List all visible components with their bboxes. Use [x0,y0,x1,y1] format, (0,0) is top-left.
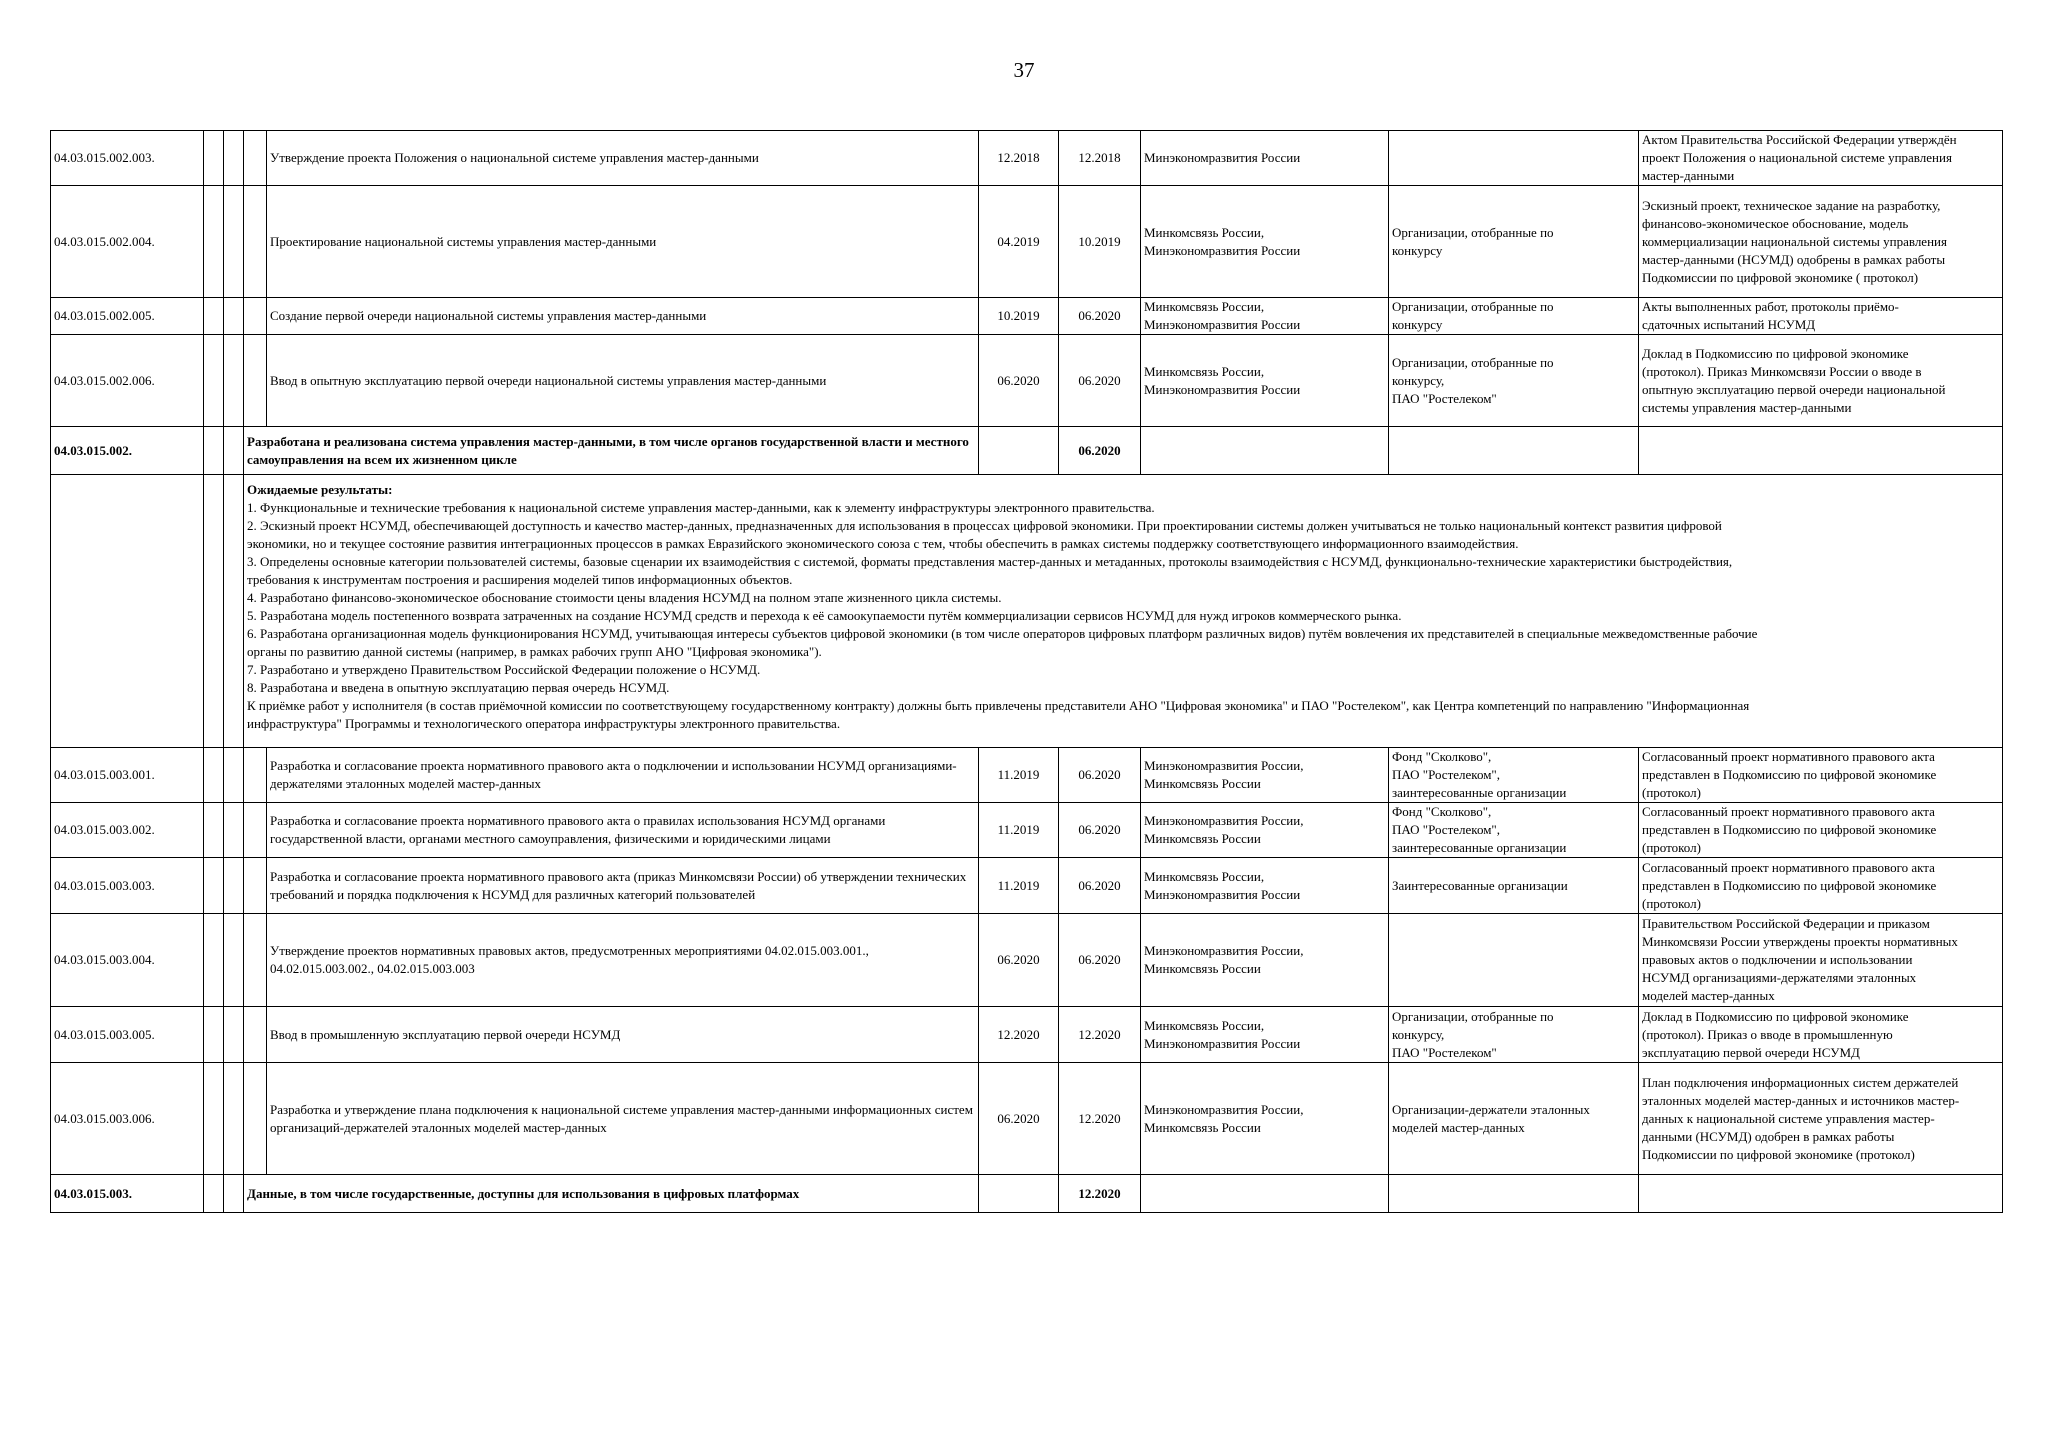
result-cell-line: Актом Правительства Российской Федерации утверждён [1642,132,1957,147]
spacer-cell [204,427,224,475]
result-cell-line: эксплуатацию первой очереди НСУМД [1642,1044,1860,1060]
expected-results-line: К приёмке работ у исполнителя (в состав приёмочной комиссии по соответствующему государственному контракту) должны быть привлечены представители АНО "Цифровая экономика" и ПАО "Ростелеком", как Центра компетенций по направлению "Информационная [247,698,1750,713]
result-cell-line: правовых актов о подключении и использовании [1642,952,1913,967]
result-cell-line: (протокол) [1642,785,1701,800]
expected-results-line: 8. Разработана и введена в опытную эксплуатацию первая очередь НСУМД. [247,680,670,695]
spacer-cell [224,427,244,475]
spacer-cell [224,803,244,858]
table-row [51,298,2003,335]
expected-results-line: 6. Разработана организационная модель функционирования НСУМД, учитывающая интересы субъектов цифровой экономики (в том числе операторов цифровых платформ различных видов) путём вовлечения их представителей в специальные межведомственные рабочие [247,626,1758,641]
result-cell-line: Согласованный проект нормативного правового акта [1642,859,1935,875]
result-cell-line: Доклад в Подкомиссию по цифровой экономике [1642,345,1909,361]
spacer-cell [224,298,244,335]
spacer-cell [244,131,267,186]
responsible-cell [1141,131,1389,186]
page-number: 37 [1013,58,1035,82]
code-cell: 04.03.015.002.003. [51,131,204,186]
result-cell-line: моделей мастер-данных [1642,988,1775,1003]
name-cell: Данные, в том числе государственные, доступны для использования в цифровых платформах [244,1175,979,1213]
result-cell-line: НСУМД организациями-держателями эталонных [1642,970,1917,985]
spacer-cell [224,914,244,1007]
spacer-cell [244,335,267,427]
expected-results-line: 3. Определены основные категории пользователей системы, базовые сценарии их взаимодействия с системой, форматы представления мастер-данных и метаданных, протоколы взаимодействия с НСУМД, функционально-технические характеристики быстродействия, [247,554,1733,569]
result-cell [1639,186,2003,298]
result-cell-line: Минкомсвязи России утверждены проекты нормативных [1642,934,1958,949]
participants-cell-line: конкурсу, [1392,1026,1445,1042]
result-cell-line: представлен в Подкомиссию по цифровой экономике [1642,877,1937,893]
start-date-cell: 06.2020 [979,335,1059,427]
code-cell: 04.03.015.002.004. [51,186,204,298]
responsible-cell-line: Минкомсвязь России, [1144,1017,1265,1033]
responsible-cell [1141,1063,1389,1175]
result-cell-line: (протокол). Приказ о вводе в промышленную [1642,1026,1893,1042]
start-date-cell: 06.2020 [979,1063,1059,1175]
participants-cell-line: Организации, отобранные по [1392,1008,1554,1024]
end-date-cell: 12.2020 [1059,1175,1141,1213]
spacer-cell [204,914,224,1007]
participants-cell-line: ПАО "Ростелеком", [1392,767,1500,782]
expected-results-cell [244,475,2003,748]
spacer-cell [224,1063,244,1175]
spacer-cell [204,1063,224,1175]
table-row [51,1007,2003,1063]
expected-results-line: 7. Разработано и утверждено Правительством Российской Федерации положение о НСУМД. [247,662,761,677]
result-cell-line: Согласованный проект нормативного правового акта [1642,804,1935,819]
start-date-cell: 06.2020 [979,914,1059,1007]
spacer-cell [224,475,244,748]
responsible-cell-line: Минэкономразвития России, [1144,943,1304,958]
spacer-cell [244,858,267,914]
end-date-cell: 12.2018 [1059,131,1141,186]
participants-cell-line: заинтересованные организации [1392,840,1567,855]
result-cell-line: сдаточных испытаний НСУМД [1642,317,1816,332]
expected-results-line: 4. Разработано финансово-экономическое обоснование стоимости цены владения НСУМД на полном этапе жизненного цикла системы. [247,590,1002,605]
responsible-cell-line: Минэкономразвития России, [1144,758,1304,773]
result-cell [1639,803,2003,858]
code-cell: 04.03.015.003.002. [51,803,204,858]
code-cell: 04.03.015.003.005. [51,1007,204,1063]
participants-cell [1389,427,1639,475]
spacer-cell [244,186,267,298]
end-date-cell: 06.2020 [1059,335,1141,427]
responsible-cell [1141,914,1389,1007]
responsible-cell [1141,298,1389,335]
code-cell: 04.03.015.002.006. [51,335,204,427]
spacer-cell [244,803,267,858]
result-cell-line: эталонных моделей мастер-данных и источников мастер- [1642,1092,1960,1108]
participants-cell [1389,335,1639,427]
expected-results-line: 2. Эскизный проект НСУМД, обеспечивающей доступность и качество мастер-данных, предназначенных для использования в процессах цифровой экономики. При проектировании системы должен учитываться не только национальный контекст развития цифровой [247,518,1722,533]
result-cell-line: мастер-данными [1642,168,1735,183]
result-cell-line: Подкомиссии по цифровой экономике ( протокол) [1642,269,1919,285]
expected-results-row [51,475,2003,748]
participants-cell-line: Организации, отобранные по [1392,299,1554,314]
responsible-cell-line: Минэкономразвития России [1144,1035,1301,1051]
participants-cell-line: Организации, отобранные по [1392,224,1554,240]
end-date-cell: 12.2020 [1059,1063,1141,1175]
code-cell: 04.03.015.002. [51,427,204,475]
spacer-cell [204,1175,224,1213]
expected-results-line: требования к инструментам построения и расширения моделей типов информационных объектов. [247,572,793,587]
participants-cell-line: моделей мастер-данных [1392,1119,1525,1135]
name-cell: Разработка и согласование проекта нормативного правового акта о правилах использования НСУМД органами государственной власти, органами местного самоуправления, физическими и юридическими лицами [267,803,979,858]
responsible-cell-line: Минкомсвязь России [1144,961,1261,976]
table-row [51,914,2003,1007]
table-row [51,858,2003,914]
result-cell-line: План подключения информационных систем держателей [1642,1074,1959,1090]
name-cell: Создание первой очереди национальной системы управления мастер-данными [267,298,979,335]
result-cell [1639,1175,2003,1213]
participants-cell-line: Организации, отобранные по [1392,354,1554,370]
responsible-cell [1141,748,1389,803]
participants-cell [1389,131,1639,186]
result-cell-line: Акты выполненных работ, протоколы приёмо- [1642,299,1899,314]
spacer-cell [224,186,244,298]
responsible-cell-line: Минкомсвязь России, [1144,868,1265,884]
result-cell-line: Правительством Российской Федерации и приказом [1642,916,1930,931]
spacer-cell [244,298,267,335]
spacer-cell [204,335,224,427]
responsible-cell [1141,335,1389,427]
participants-cell-line: ПАО "Ростелеком" [1392,390,1497,406]
end-date-cell: 10.2019 [1059,186,1141,298]
start-date-cell: 11.2019 [979,748,1059,803]
expected-results-line: инфраструктура" Программы и технологического оператора инфраструктуры электронного правительства. [247,716,841,731]
responsible-cell-line: Минэкономразвития России [1144,381,1301,397]
start-date-cell: 11.2019 [979,858,1059,914]
spacer-cell [244,748,267,803]
result-cell [1639,1063,2003,1175]
name-cell: Разработка и согласование проекта нормативного правового акта (приказ Минкомсвязи России) об утверждении технических требований и порядка подключения к НСУМД для различных категорий пользователей [267,858,979,914]
code-cell: 04.03.015.002.005. [51,298,204,335]
result-cell-line: представлен в Подкомиссию по цифровой экономике [1642,822,1937,837]
spacer-cell [204,748,224,803]
end-date-cell: 06.2020 [1059,298,1141,335]
result-cell-line: данных к национальной системе управления мастер- [1642,1110,1935,1126]
participants-cell-line: заинтересованные организации [1392,785,1567,800]
code-cell: 04.03.015.003.001. [51,748,204,803]
code-cell: 04.03.015.003.006. [51,1063,204,1175]
start-date-cell: 12.2020 [979,1007,1059,1063]
participants-cell-line: ПАО "Ростелеком" [1392,1044,1497,1060]
table-row [51,186,2003,298]
roadmap-table [50,130,2003,1213]
participants-cell-line: Фонд "Сколково", [1392,749,1492,764]
responsible-cell [1141,1007,1389,1063]
participants-cell-line: конкурсу, [1392,372,1445,388]
end-date-cell: 06.2020 [1059,748,1141,803]
start-date-cell: 04.2019 [979,186,1059,298]
start-date-cell [979,1175,1059,1213]
name-cell: Утверждение проектов нормативных правовых актов, предусмотренных мероприятиями 04.02.015.003.001., 04.02.015.003.002., 04.02.015.003.003 [267,914,979,1007]
end-date-cell: 12.2020 [1059,1007,1141,1063]
spacer-cell [224,1175,244,1213]
result-cell [1639,1007,2003,1063]
spacer-cell [244,1063,267,1175]
result-cell [1639,748,2003,803]
end-date-cell: 06.2020 [1059,803,1141,858]
participants-cell [1389,858,1639,914]
spacer-cell [244,914,267,1007]
expected-results-heading: Ожидаемые результаты: [247,482,393,497]
responsible-cell [1141,1175,1389,1213]
spacer-cell [224,858,244,914]
expected-results-line: органы по развитию данной системы (например, в рамках рабочих групп АНО "Цифровая экономика"). [247,644,822,659]
name-cell: Разработка и согласование проекта нормативного правового акта о подключении и использовании НСУМД организациями-держателями эталонных моделей мастер-данных [267,748,979,803]
end-date-cell: 06.2020 [1059,858,1141,914]
start-date-cell: 11.2019 [979,803,1059,858]
participants-cell-line: ПАО "Ростелеком", [1392,822,1500,837]
result-cell-line: проект Положения о национальной системе управления [1642,150,1952,165]
start-date-cell: 10.2019 [979,298,1059,335]
result-cell-line: (протокол). Приказ Минкомсвязи России о вводе в [1642,363,1922,379]
responsible-cell-line: Минкомсвязь России [1144,831,1261,846]
responsible-cell-line: Минэкономразвития России, [1144,1101,1304,1117]
spacer-cell [204,858,224,914]
expected-results-line: 1. Функциональные и технические требования к национальной системе управления мастер-данными, как к элементу инфраструктуры электронного правительства. [247,500,1155,515]
result-cell-line: Согласованный проект нормативного правового акта [1642,749,1935,764]
participants-cell [1389,803,1639,858]
result-cell [1639,131,2003,186]
code-cell: 04.03.015.003. [51,1175,204,1213]
name-cell: Разработка и утверждение плана подключения к национальной системе управления мастер-данными информационных систем организаций-держателей эталонных моделей мастер-данных [267,1063,979,1175]
end-date-cell: 06.2020 [1059,427,1141,475]
table-row [51,335,2003,427]
responsible-cell-line: Минкомсвязь России, [1144,363,1265,379]
table-row [51,131,2003,186]
name-cell: Ввод в промышленную эксплуатацию первой очереди НСУМД [267,1007,979,1063]
responsible-cell-line: Минэкономразвития России [1144,242,1301,258]
end-date-cell: 06.2020 [1059,914,1141,1007]
result-cell-line: Доклад в Подкомиссию по цифровой экономике [1642,1008,1909,1024]
responsible-cell [1141,803,1389,858]
name-cell: Проектирование национальной системы управления мастер-данными [267,186,979,298]
result-cell-line: Подкомиссии по цифровой экономике (протокол) [1642,1146,1915,1162]
participants-cell-line: Организации-держатели эталонных [1392,1101,1590,1117]
spacer-cell [224,1007,244,1063]
participants-cell [1389,914,1639,1007]
responsible-cell [1141,858,1389,914]
result-cell-line: представлен в Подкомиссию по цифровой экономике [1642,767,1937,782]
result-cell [1639,298,2003,335]
spacer-cell [204,803,224,858]
table-row [51,748,2003,803]
responsible-cell-line: Минкомсвязь России [1144,776,1261,791]
spacer-cell [204,186,224,298]
participants-cell [1389,298,1639,335]
spacer-cell [224,748,244,803]
participants-cell [1389,1175,1639,1213]
participants-cell [1389,748,1639,803]
responsible-cell-line: Минэкономразвития России [1144,150,1301,165]
summary-row [51,427,2003,475]
spacer-cell [244,1007,267,1063]
result-cell-line: опытную эксплуатацию первой очереди национальной [1642,381,1946,397]
name-cell: Утверждение проекта Положения о национальной системе управления мастер-данными [267,131,979,186]
table-row [51,1063,2003,1175]
result-cell-line: системы управления мастер-данными [1642,399,1852,415]
responsible-cell-line: Минкомсвязь России [1144,1119,1261,1135]
expected-results-line: 5. Разработана модель постепенного возврата затраченных на создание НСУМД средств и перехода к её самоокупаемости путём коммерциализации сервисов НСУМД для нужд игроков коммерческого рынка. [247,608,1402,623]
spacer-cell [204,475,224,748]
expected-results-line: экономики, но и текущее состояние развития интеграционных процессов в рамках Евразийского экономического союза с тем, чтобы обеспечить в рамках системы поддержку соответствующего информационного взаимодействия. [247,536,1519,551]
participants-cell-line: Фонд "Сколково", [1392,804,1492,819]
participants-cell [1389,1007,1639,1063]
result-cell-line: данными (НСУМД) одобрен в рамках работы [1642,1128,1895,1144]
name-cell: Ввод в опытную эксплуатацию первой очереди национальной системы управления мастер-данными [267,335,979,427]
spacer-cell [224,335,244,427]
result-cell-line: финансово-экономическое обоснование, модель [1642,215,1909,231]
result-cell-line: (протокол) [1642,840,1701,855]
participants-cell-line: конкурсу [1392,242,1443,258]
responsible-cell [1141,427,1389,475]
start-date-cell [979,427,1059,475]
result-cell-line: коммерциализации национальной системы управления [1642,233,1947,249]
spacer-cell [204,131,224,186]
responsible-cell-line: Минкомсвязь России, [1144,224,1265,240]
result-cell-line: Эскизный проект, техническое задание на разработку, [1642,197,1941,213]
code-cell: 04.03.015.003.004. [51,914,204,1007]
code-cell: 04.03.015.003.003. [51,858,204,914]
spacer-cell [224,131,244,186]
result-cell [1639,335,2003,427]
responsible-cell-line: Минэкономразвития России [1144,886,1301,902]
participants-cell-line: Заинтересованные организации [1392,877,1568,893]
result-cell-line: мастер-данными (НСУМД) одобрены в рамках работы [1642,251,1946,267]
responsible-cell-line: Минэкономразвития России, [1144,813,1304,828]
name-cell: Разработана и реализована система управления мастер-данными, в том числе органов государственной власти и местного самоуправления на всем их жизненном цикле [244,427,979,475]
result-cell [1639,427,2003,475]
summary-row [51,1175,2003,1213]
spacer-cell [204,1007,224,1063]
participants-cell [1389,186,1639,298]
table-row [51,803,2003,858]
result-cell [1639,858,2003,914]
responsible-cell-line: Минкомсвязь России, [1144,299,1265,314]
code-cell [51,475,204,748]
start-date-cell: 12.2018 [979,131,1059,186]
responsible-cell-line: Минэкономразвития России [1144,317,1301,332]
responsible-cell [1141,186,1389,298]
result-cell [1639,914,2003,1007]
participants-cell [1389,1063,1639,1175]
result-cell-line: (протокол) [1642,895,1701,911]
participants-cell-line: конкурсу [1392,317,1443,332]
spacer-cell [204,298,224,335]
